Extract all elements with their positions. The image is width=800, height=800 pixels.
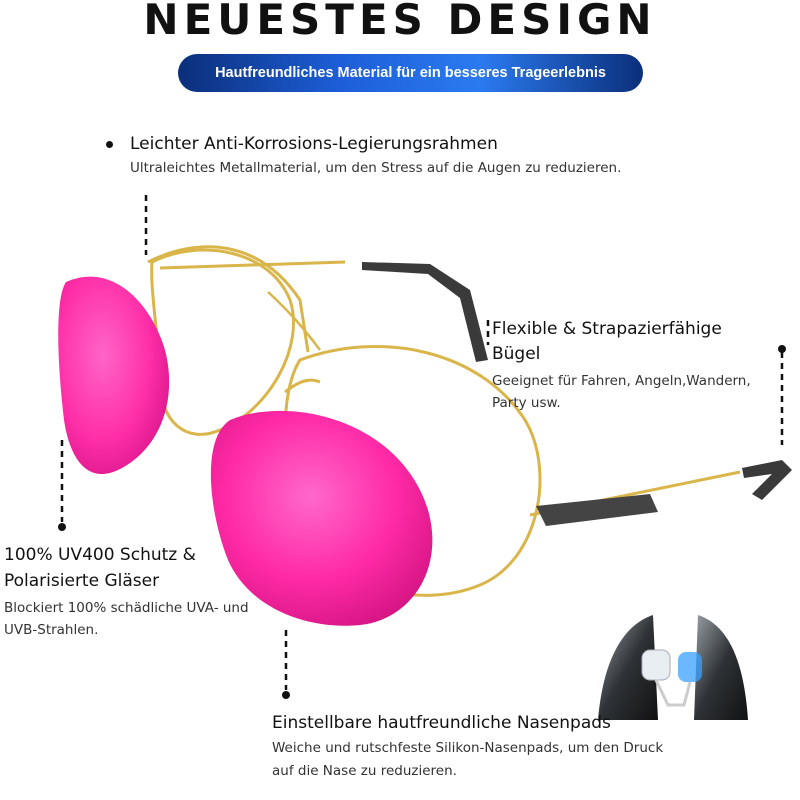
lenses-feature-desc-line2: UVB-Strahlen.	[4, 622, 99, 638]
right-temple-tip	[742, 460, 792, 500]
temples-feature-title: Flexible & Strapazierfähige	[492, 319, 722, 339]
temples-feature-desc-line2: Party usw.	[492, 395, 561, 411]
nosepads-feature-title: Einstellbare hautfreundliche Nasenpads	[272, 713, 611, 733]
frame-feature-title: Leichter Anti-Korrosions-Legierungsrahmen	[130, 134, 498, 154]
subtitle-banner: Hautfreundliches Material für ein besseres Trageerlebnis	[178, 54, 643, 92]
nosepads-feature-desc-line2: auf die Nase zu reduzieren.	[272, 763, 457, 779]
lenses-feature-title: 100% UV400 Schutz &	[4, 545, 196, 565]
leader-nosepad-dot	[282, 691, 290, 699]
frame-feature-desc: Ultraleichtes Metallmaterial, um den Stress auf die Augen zu reduzieren.	[130, 160, 622, 176]
leader-temple-dot	[778, 345, 786, 353]
nosepads-feature-desc: Weiche und rutschfeste Silikon-Nasenpads, um den Druck	[272, 740, 664, 756]
nosepad-closeup-image	[598, 610, 748, 720]
lenses-feature-desc: Blockiert 100% schädliche UVA- und	[4, 600, 249, 616]
right-temple-hinge	[536, 494, 658, 526]
leader-lens-dot	[58, 523, 66, 531]
frame-bullet	[106, 141, 113, 148]
left-temple-arm	[160, 262, 345, 268]
page-title: NEUESTES DESIGN	[143, 0, 657, 44]
temples-feature-desc: Geeignet für Fahren, Angeln,Wandern,	[492, 373, 751, 389]
right-lens	[211, 411, 432, 626]
lenses-feature-title-line2: Polarisierte Gläser	[4, 571, 160, 591]
left-frame-rim	[152, 250, 294, 434]
temples-feature-title-line2: Bügel	[492, 344, 541, 364]
